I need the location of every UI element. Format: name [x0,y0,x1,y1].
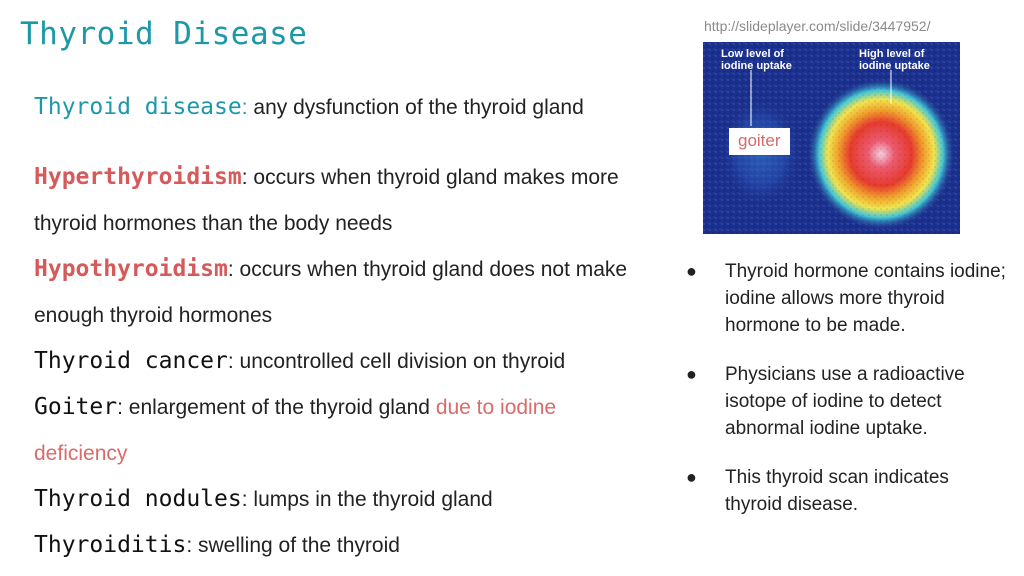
highlight-text: due to iodine deficiency [34,396,557,465]
definition-text: lumps in the thyroid gland [247,488,493,511]
term-hyperthyroidism: Hyperthyroidism [34,164,242,190]
list-item [686,258,1006,339]
definition-text: occurs when thyroid gland makes more thyroid hormones than the body needs [34,166,619,235]
thyroid-scan-image [703,42,960,234]
bullet-marker: ● [686,467,697,487]
definition-text: swelling of the thyroid [192,534,400,557]
definition-thyroiditis: Thyroiditis: swelling of the thyroid [34,532,400,558]
definition-hypothyroidism: Hypothyroidism: occurs when thyroid gland does not make enough thyroid hormones [34,256,628,327]
definition-goiter: Goiter: enlargement of the thyroid gland due to iodine deficiency [34,394,557,465]
bullet-text: This thyroid scan indicates thyroid disease. [725,467,949,515]
term-thyroid-disease: Thyroid disease [34,94,242,120]
term-goiter: Goiter [34,394,118,420]
term-thyroid-nodules: Thyroid nodules [34,486,242,512]
term-thyroid-cancer: Thyroid cancer [34,348,228,374]
list-item [686,464,1006,518]
goiter-label: goiter [729,128,790,155]
bullet-list [686,258,1006,540]
definition-hyperthyroidism: Hyperthyroidism: occurs when thyroid gland makes more thyroid hormones than the body needs [34,164,619,235]
definition-thyroid-nodules: Thyroid nodules: lumps in the thyroid gland [34,486,493,512]
term-hypothyroidism: Hypothyroidism [34,256,228,282]
definition-text: enlargement of the thyroid gland [122,396,436,419]
definition-text: uncontrolled cell division on thyroid [233,350,566,373]
source-url[interactable]: http://slideplayer.com/slide/3447952/ [704,18,931,34]
bullet-marker: ● [686,364,697,384]
bullet-text: Physicians use a radioactive isotope of iodine to detect abnormal iodine uptake. [725,364,965,439]
definition-text: occurs when thyroid gland does not make enough thyroid hormones [34,258,628,327]
term-thyroiditis: Thyroiditis [34,532,187,558]
bullet-marker: ● [686,261,697,281]
bullet-text: Thyroid hormone contains iodine; iodine allows more thyroid hormone to be made. [725,261,1006,336]
definition-thyroid-cancer: Thyroid cancer: uncontrolled cell division on thyroid [34,348,566,374]
slide-title: Thyroid Disease [20,16,308,52]
definition-text: any dysfunction of the thyroid gland [247,96,584,119]
definition-thyroid-disease: Thyroid disease: any dysfunction of the thyroid gland [34,94,584,120]
list-item [686,361,1006,442]
scan-label-high: High level of iodine uptake [859,48,930,72]
scan-label-low: Low level of iodine uptake [721,48,792,72]
